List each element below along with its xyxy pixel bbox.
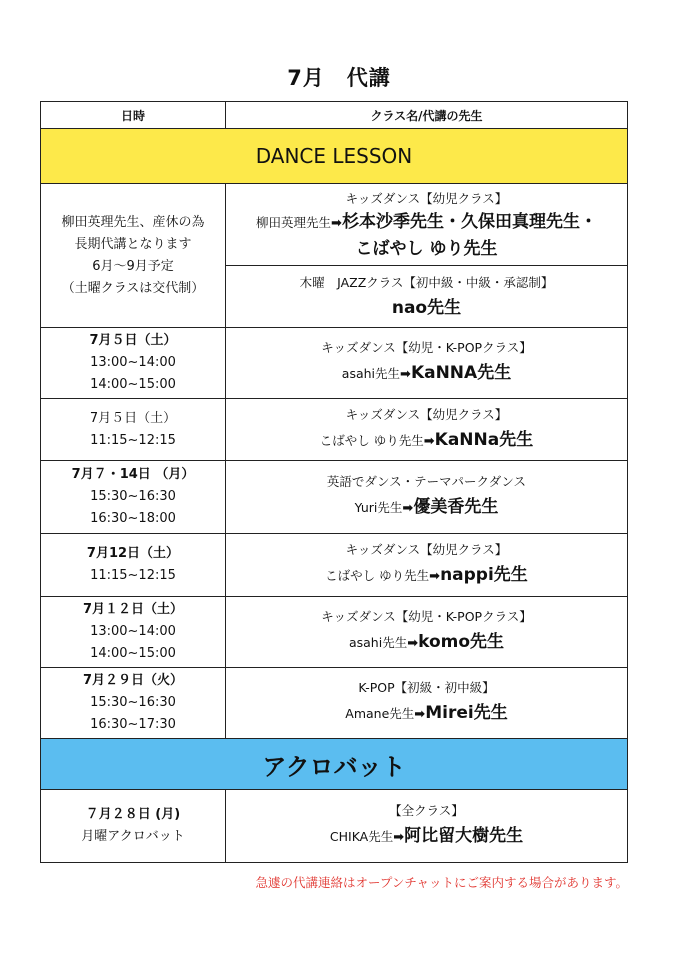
acrobat-section-row — [41, 739, 628, 790]
class-name: キッズダンス【幼児・K-POPクラス】 — [321, 340, 532, 355]
lesson-time: 13:00~14:00 — [90, 624, 176, 639]
lesson-date: 7月７・14日 （月） — [71, 467, 195, 482]
dance-lesson-banner: DANCE LESSON — [41, 129, 628, 184]
lesson-date: 7月５日（土） — [89, 410, 177, 426]
class-cell — [226, 790, 628, 863]
lesson-time: 11:15~12:15 — [90, 568, 176, 583]
substitute-teacher: nappi先生 — [440, 565, 528, 585]
arrow-right-icon: ➡ — [407, 636, 419, 651]
acrobat-banner: アクロバット — [41, 739, 628, 790]
arrow-right-icon: ➡ — [400, 367, 411, 382]
substitute-schedule-table — [40, 101, 628, 863]
arrow-right-icon: ➡ — [402, 501, 414, 516]
table-row — [41, 184, 628, 266]
original-teacher: こばやし ゆり先生 — [319, 432, 424, 448]
substitute-teacher: 優美香先生 — [413, 497, 499, 517]
substitute-teacher: nao先生 — [391, 297, 462, 318]
lesson-name: 月曜アクロバット — [81, 829, 185, 844]
substitute-teacher: komo先生 — [418, 632, 505, 652]
lesson-date: 7月12日（土） — [86, 546, 180, 561]
date-cell — [41, 328, 226, 399]
class-cell — [226, 328, 628, 399]
table-row — [41, 328, 628, 399]
original-teacher: asahi先生 — [348, 635, 408, 650]
class-cell — [226, 266, 628, 328]
original-teacher: Yuri先生 — [354, 500, 403, 515]
lesson-date: 7月１２日（土） — [82, 602, 184, 617]
table-row — [41, 534, 628, 597]
original-teacher: CHIKA先生 — [329, 829, 394, 844]
class-name: K-POP【初級・初中級】 — [358, 680, 495, 695]
class-name: キッズダンス【幼児・K-POPクラス】 — [321, 609, 532, 624]
class-cell — [226, 668, 628, 739]
long-term-note-cell — [41, 184, 226, 328]
date-cell — [41, 399, 226, 461]
lesson-time: 11:15~12:15 — [90, 432, 176, 448]
lesson-time: 15:30~16:30 — [90, 489, 176, 504]
substitute-teacher: KaNNA先生 — [410, 363, 512, 383]
table-row — [41, 790, 628, 863]
substitute-teacher: 杉本沙季先生・久保田真理先生・ — [341, 211, 597, 232]
lesson-time: 14:00~15:00 — [90, 646, 176, 661]
class-cell — [226, 461, 628, 534]
date-cell — [41, 534, 226, 597]
original-teacher: 柳田英理先生 — [256, 214, 332, 230]
lesson-date: 7月２９日（火） — [82, 673, 184, 688]
arrow-right-icon: ➡ — [423, 433, 435, 449]
note-line: 柳田英理先生、産休の為 — [61, 214, 205, 230]
class-cell — [226, 597, 628, 668]
class-name: 英語でダンス・テーマパークダンス — [326, 474, 527, 489]
page-title: 7月 代講 — [287, 66, 391, 90]
lesson-time: 15:30~16:30 — [90, 695, 176, 710]
arrow-right-icon: ➡ — [393, 830, 405, 845]
note-line: （土曜クラスは交代制） — [61, 280, 205, 296]
substitute-teacher: 阿比留大樹先生 — [404, 826, 524, 846]
class-column-header: クラス名/代講の先生 — [226, 102, 628, 129]
lesson-time: 13:00~14:00 — [90, 355, 176, 370]
arrow-right-icon: ➡ — [414, 707, 426, 722]
note-line: 長期代講となります — [74, 236, 192, 252]
date-cell — [41, 461, 226, 534]
substitute-teacher: こばやし ゆり先生 — [355, 238, 498, 259]
substitute-teacher: KaNNa先生 — [434, 429, 534, 450]
original-teacher: Amane先生 — [345, 706, 415, 721]
class-name: 木曜 JAZZクラス【初中級・中級・承認制】 — [299, 274, 554, 290]
lesson-time: 16:30~17:30 — [90, 717, 176, 732]
original-teacher: asahi先生 — [341, 366, 401, 381]
substitute-teacher: Mirei先生 — [425, 703, 508, 723]
class-name: キッズダンス【幼児クラス】 — [345, 542, 508, 557]
class-name: 【全クラス】 — [389, 803, 464, 818]
class-name: キッズダンス【幼児クラス】 — [345, 406, 508, 422]
class-name: キッズダンス【幼児クラス】 — [345, 190, 508, 206]
class-cell — [226, 534, 628, 597]
dance-section-row — [41, 129, 628, 184]
table-row — [41, 597, 628, 668]
original-teacher: こばやし ゆり先生 — [325, 568, 430, 583]
note-line: 6月〜9月予定 — [92, 258, 174, 274]
date-cell — [41, 597, 226, 668]
date-column-header: 日時 — [41, 102, 226, 129]
class-cell — [226, 184, 628, 266]
class-cell — [226, 399, 628, 461]
lesson-time: 16:30~18:00 — [90, 511, 176, 526]
lesson-date: 7月５日（土） — [89, 333, 177, 348]
date-cell — [41, 668, 226, 739]
table-row — [41, 668, 628, 739]
table-row — [41, 399, 628, 461]
arrow-right-icon: ➡ — [331, 215, 342, 231]
lesson-date: ７月２８日 (月) — [85, 807, 181, 822]
table-row — [41, 461, 628, 534]
date-cell — [41, 790, 226, 863]
table-header-row — [41, 102, 628, 129]
lesson-time: 14:00~15:00 — [90, 377, 176, 392]
notice-text: 急遽の代講連絡はオープンチャットにご案内する場合があります。 — [255, 875, 628, 890]
arrow-right-icon: ➡ — [429, 569, 441, 584]
